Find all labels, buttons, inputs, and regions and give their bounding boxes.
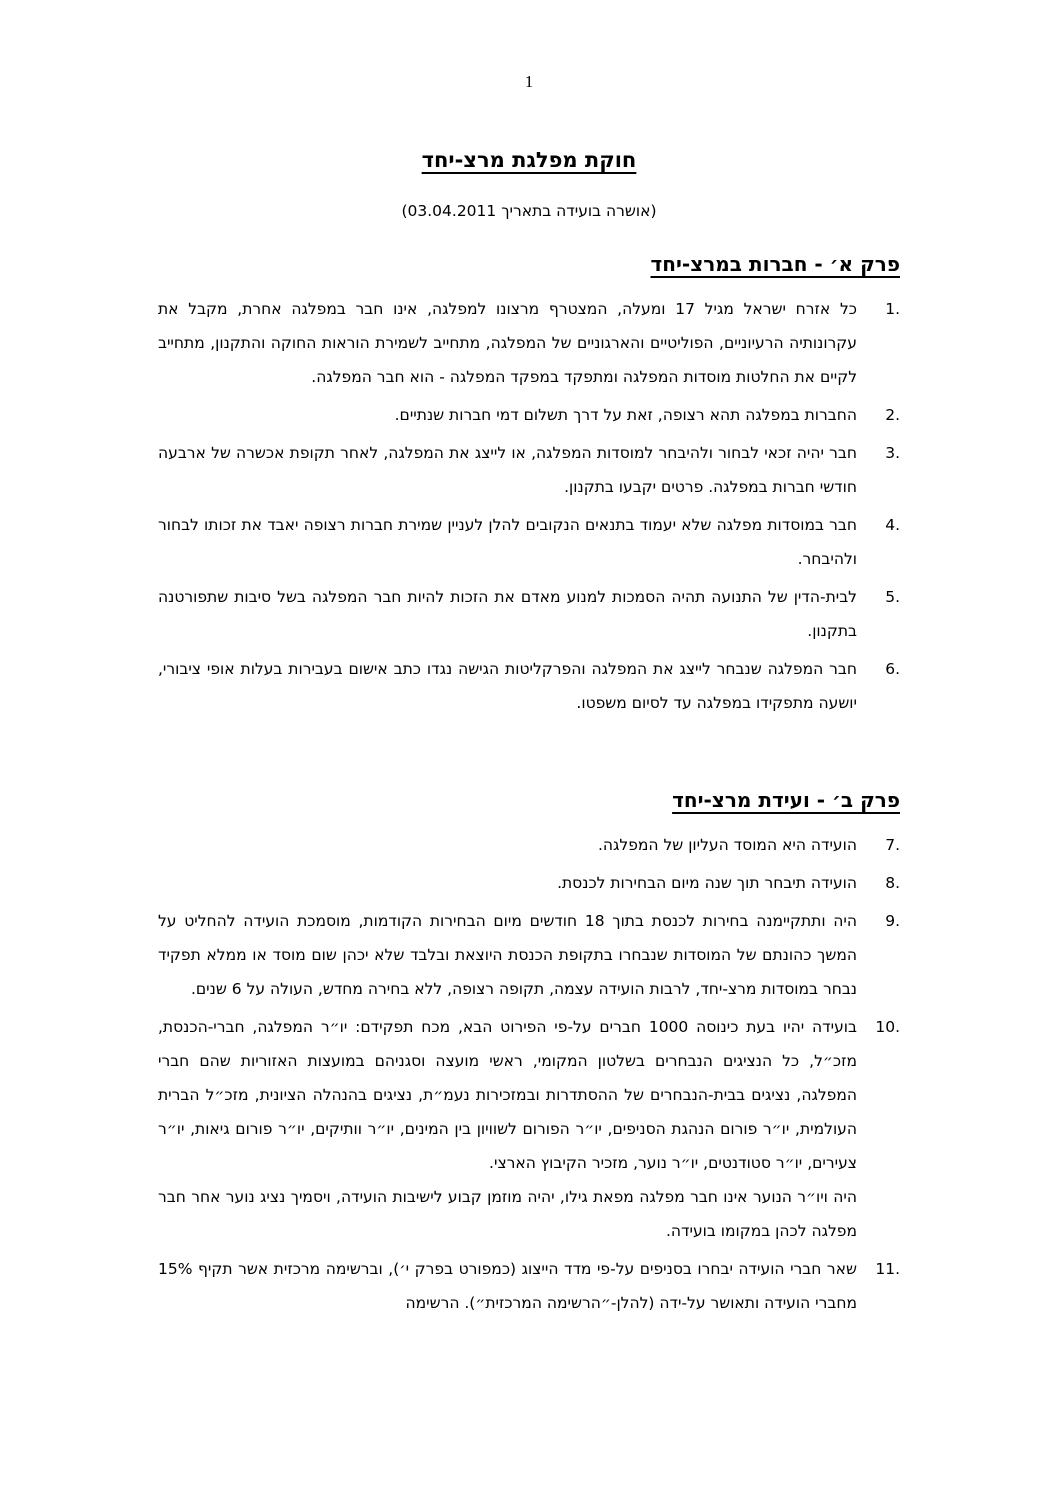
clause-10 bbox=[158, 1010, 900, 1248]
clause-text: היה ותתקיימנה בחירות לכנסת בתוך 18 חודשים מיום הבחירות הקודמות, מוסמכת הועידה להחליט על המשך כהונתם של המוסדות שנבחרו בתקופת הכנסת היוצאת ובלבד שלא יכהן שום מוסד או ממלא תפקיד נבחר במוסדות מרצ-יחד, לרבות הועידה עצמה, תקופה רצופה, ללא בחירה מחדש, העולה על 6 שנים. bbox=[158, 912, 857, 998]
chapter-b bbox=[158, 786, 900, 1324]
clause-number: 7. bbox=[885, 836, 900, 854]
clause-11 bbox=[158, 1252, 900, 1320]
clause-number: 5. bbox=[885, 588, 900, 606]
document-subtitle: (אושרה בועידה בתאריך 03.04.2011) bbox=[401, 202, 657, 220]
clause-8 bbox=[158, 866, 900, 900]
clause-text: חבר המפלגה שנבחר לייצג את המפלגה והפרקליטות הגישה נגדו כתב אישום בעבירות בעלות אופי ציבורי, יושעה מתפקידו במפלגה עד לסיום משפטו. bbox=[158, 660, 857, 712]
clause-number: 10. bbox=[875, 1018, 900, 1036]
clause-text: חבר במוסדות מפלגה שלא יעמוד בתנאים הנקובים להלן לעניין שמירת חברות רצופה יאבד את זכותו לבחור ולהיבחר. bbox=[158, 516, 857, 568]
chapter-a-clauses bbox=[158, 292, 900, 720]
clause-text: חבר יהיה זכאי לבחור ולהיבחר למוסדות המפלגה, או לייצג את המפלגה, לאחר תקופת אכשרה של ארבעה חודשי חברות במפלגה. פרטים יקבעו בתקנון. bbox=[158, 444, 857, 496]
clause-1 bbox=[158, 292, 900, 394]
clause-extra-paragraph: היה ויו״ר הנוער אינו חבר מפלגה מפאת גילו, יהיה מוזמן קבוע לישיבות הועידה, ויסמיך נציג נוער אחר חבר מפלגה לכהן במקומו בועידה. bbox=[158, 1188, 857, 1240]
page-number: 1 bbox=[524, 72, 534, 91]
clause-text: שאר חברי הועידה יבחרו בסניפים על-פי מדד הייצוג (כמפורט בפרק י׳), וברשימה מרכזית אשר תקיף 15% מחברי הועידה ותאושר על-ידה (להלן-״הרשימה המרכזית״). הרשימה bbox=[158, 1260, 857, 1312]
clause-number: 1. bbox=[885, 300, 900, 318]
clause-3 bbox=[158, 436, 900, 504]
clause-number: 2. bbox=[885, 406, 900, 424]
clause-9 bbox=[158, 904, 900, 1006]
chapter-a-heading: פרק א׳ - חברות במרצ-יחד bbox=[650, 252, 900, 276]
clause-5 bbox=[158, 580, 900, 648]
clause-text: לבית-הדין של התנועה תהיה הסמכות למנוע מאדם את הזכות להיות חבר המפלגה בשל סיבות שתפורטנה בתקנון. bbox=[158, 588, 857, 640]
clause-6 bbox=[158, 652, 900, 720]
clause-text: החברות במפלגה תהא רצופה, זאת על דרך תשלום דמי חברות שנתיים. bbox=[394, 406, 857, 424]
chapter-b-clauses bbox=[158, 828, 900, 1320]
clause-2 bbox=[158, 398, 900, 432]
clause-number: 4. bbox=[885, 516, 900, 534]
document-title: חוקת מפלגת מרצ-יחד bbox=[421, 148, 637, 172]
clause-text: הועידה היא המוסד העליון של המפלגה. bbox=[597, 836, 857, 854]
chapter-b-heading: פרק ב׳ - ועידת מרצ-יחד bbox=[672, 788, 900, 812]
clause-number: 8. bbox=[885, 874, 900, 892]
clause-number: 11. bbox=[875, 1260, 900, 1278]
clause-number: 3. bbox=[885, 444, 900, 462]
clause-text: בועידה יהיו בעת כינוסה 1000 חברים על-פי הפירוט הבא, מכח תפקידם: יו״ר המפלגה, חברי-הכנסת, מזכ״ל, כל הנציגים הנבחרים בשלטון המקומי, ראשי מועצה וסגניהם במועצות האזוריות שהם חברי המפלגה, נציגים בבית-הנבחרים של ההסתדרות ובמזכירות נעמ״ת, נציגים בהנהלה הציונית, מזכ״ל הברית העולמית, יו״ר פורום הנהגת הסניפים, יו״ר הפורום לשוויון בין המינים, יו״ר וותיקים, יו״ר פורום גיאות, יו״ר צעירים, יו״ר סטודנטים, יו״ר נוער, מזכיר הקיבוץ הארצי. bbox=[158, 1018, 857, 1172]
clause-number: 9. bbox=[885, 912, 900, 930]
clause-4 bbox=[158, 508, 900, 576]
chapter-a bbox=[158, 250, 900, 724]
clause-text: כל אזרח ישראל מגיל 17 ומעלה, המצטרף מרצונו למפלגה, אינו חבר במפלגה אחרת, מקבל את עקרונותיה הרעיוניים, הפוליטיים והארגוניים של המפלגה, מתחייב לשמירת הוראות החוקה והתקנון, מתחייב לקיים את החלטות מוסדות המפלגה ומתפקד במפקד המפלגה - הוא חבר המפלגה. bbox=[158, 300, 857, 386]
clause-7 bbox=[158, 828, 900, 862]
clause-text: הועידה תיבחר תוך שנה מיום הבחירות לכנסת. bbox=[557, 874, 857, 892]
clause-number: 6. bbox=[885, 660, 900, 678]
